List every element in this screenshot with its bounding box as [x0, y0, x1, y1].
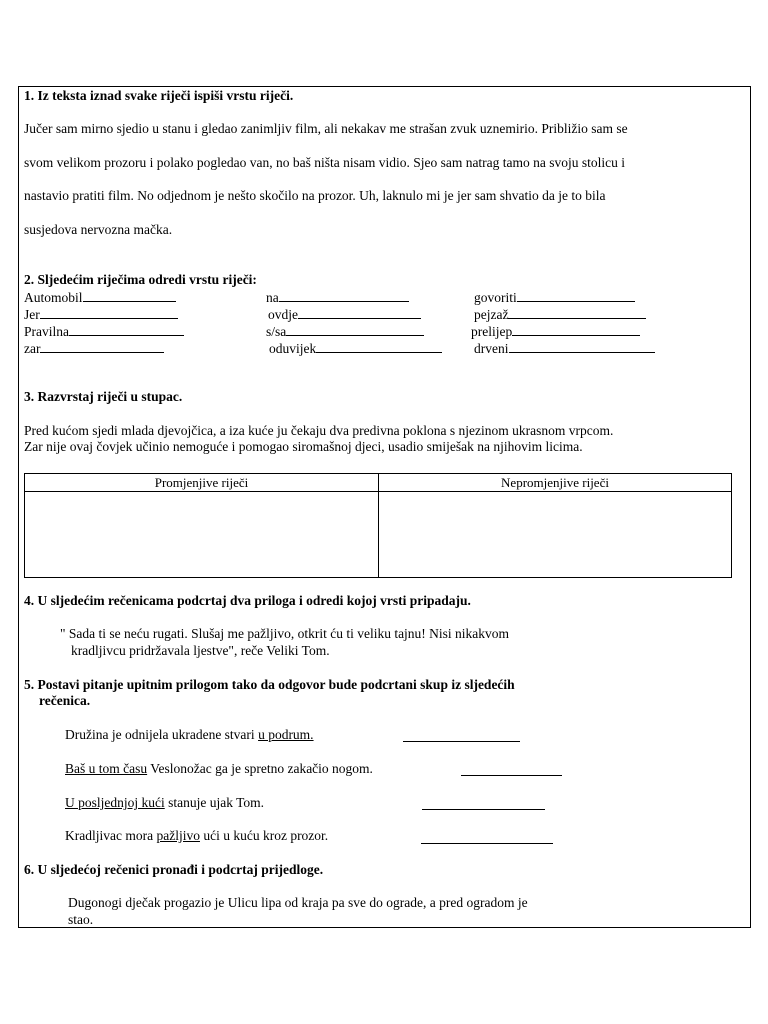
answer-blank[interactable]	[40, 340, 164, 353]
q2-word-row	[24, 340, 164, 357]
answer-line[interactable]	[422, 809, 545, 810]
answer-blank[interactable]	[83, 289, 176, 302]
answer-blank[interactable]	[286, 323, 424, 336]
q2-word-row	[269, 340, 442, 357]
answer-blank[interactable]	[508, 306, 646, 319]
q3-text-line: Pred kućom sjedi mlada djevojčica, a iza kuće ju čekaju dva predivna poklona s njezinom ukrasnom vrpcom.	[24, 423, 614, 438]
table-column	[379, 474, 731, 577]
answer-blank[interactable]	[279, 289, 409, 302]
q2-word-row	[266, 323, 424, 340]
answer-line[interactable]	[403, 741, 520, 742]
q1-title: 1. Iz teksta iznad svake riječi ispiši vrstu riječi.	[24, 88, 294, 103]
q2-word: zar	[24, 341, 41, 356]
q2-word-row	[24, 323, 184, 340]
q2-word: Automobil	[24, 290, 83, 305]
q5-sentence	[65, 828, 328, 844]
q1-text-line: susjedova nervozna mačka.	[24, 222, 173, 237]
q2-word-row	[266, 289, 409, 306]
answer-blank[interactable]	[69, 323, 184, 336]
underlined-phrase: U posljednjoj kući	[65, 795, 165, 810]
q2-word-row	[474, 289, 635, 306]
answer-blank[interactable]	[316, 340, 442, 353]
q5-sentence	[65, 727, 314, 743]
q4-title: 4. U sljedećim rečenicama podcrtaj dva priloga i odredi kojoj vrsti pripadaju.	[24, 593, 471, 608]
q2-word-row	[24, 306, 178, 323]
q2-word: oduvijek	[269, 341, 317, 356]
answer-blank[interactable]	[512, 323, 640, 336]
q5-sentence	[65, 795, 264, 811]
underlined-phrase: u podrum.	[258, 727, 314, 742]
q2-word: s/sa	[266, 324, 287, 339]
sentence-text: Veslonožac ga je spretno zakačio nogom.	[147, 761, 373, 776]
q2-word-row	[24, 289, 176, 306]
sentence-text: ući u kuću kroz prozor.	[199, 828, 329, 843]
answer-blank[interactable]	[509, 340, 655, 353]
q2-word-row	[474, 306, 646, 323]
q2-word: govoriti	[474, 290, 517, 305]
sorting-table	[24, 473, 732, 578]
q1-text-line: nastavio pratiti film. No odjednom je nešto skočilo na prozor. Uh, laknulo mi je jer sam shvatio da je to bila	[24, 188, 606, 203]
sentence-text: stanuje ujak Tom.	[164, 795, 265, 810]
q5-title: rečenica.	[39, 693, 91, 708]
q2-word: na	[266, 290, 279, 305]
table-column	[25, 474, 379, 577]
q2-word: drveni	[474, 341, 509, 356]
q2-word: prelijep	[471, 324, 513, 339]
underlined-phrase: Baš u tom času	[65, 761, 148, 776]
answer-line[interactable]	[421, 843, 553, 844]
column-header: Nepromjenjive riječi	[379, 474, 731, 492]
answer-blank[interactable]	[517, 289, 635, 302]
q1-text-line: Jučer sam mirno sjedio u stanu i gledao zanimljiv film, ali nekakav me strašan zvuk uznemirio. Približio sam se	[24, 121, 628, 136]
q2-word-row	[268, 306, 421, 323]
q2-word-row	[471, 323, 640, 340]
q4-text-line: " Sada ti se neću rugati. Slušaj me pažljivo, otkrit ću ti veliku tajnu! Nisi nikakvom	[60, 626, 510, 641]
answer-blank[interactable]	[298, 306, 421, 319]
q5-sentence	[65, 761, 373, 777]
sentence-text: Družina je odnijela ukradene stvari	[65, 727, 259, 742]
q6-title: 6. U sljedećoj rečenici pronađi i podcrtaj prijedloge.	[24, 862, 324, 877]
underlined-phrase: pažljivo	[156, 828, 200, 843]
q2-title: 2. Sljedećim riječima odredi vrstu riječi:	[24, 272, 257, 287]
q2-word: ovdje	[268, 307, 298, 322]
answer-blank[interactable]	[40, 306, 178, 319]
q6-text-line: stao.	[68, 912, 94, 927]
q2-word: Pravilna	[24, 324, 69, 339]
q6-text-line: Dugonogi dječak progazio je Ulicu lipa od kraja pa sve do ograde, a pred ogradom je	[68, 895, 528, 910]
q4-text-line: kradljivcu pridržavala ljestve", reče Veliki Tom.	[71, 643, 330, 658]
q2-word-row	[474, 340, 655, 357]
column-header: Promjenjive riječi	[25, 474, 378, 492]
q3-text-line: Zar nije ovaj čovjek učinio nemoguće i pomogao siromašnoj djeci, usadio smiješak na njihovim licima.	[24, 439, 583, 454]
q5-title: 5. Postavi pitanje upitnim prilogom tako da odgovor bude podcrtani skup iz sljedećih	[24, 677, 515, 692]
q3-title: 3. Razvrstaj riječi u stupac.	[24, 389, 183, 404]
answer-line[interactable]	[461, 775, 562, 776]
sentence-text: Kradljivac mora	[65, 828, 157, 843]
q2-word: pejzaž	[474, 307, 509, 322]
q1-text-line: svom velikom prozoru i polako pogledao van, no baš ništa nisam vidio. Sjeo sam natrag tamo na svoju stolicu i	[24, 155, 626, 170]
q2-word: Jer	[24, 307, 40, 322]
